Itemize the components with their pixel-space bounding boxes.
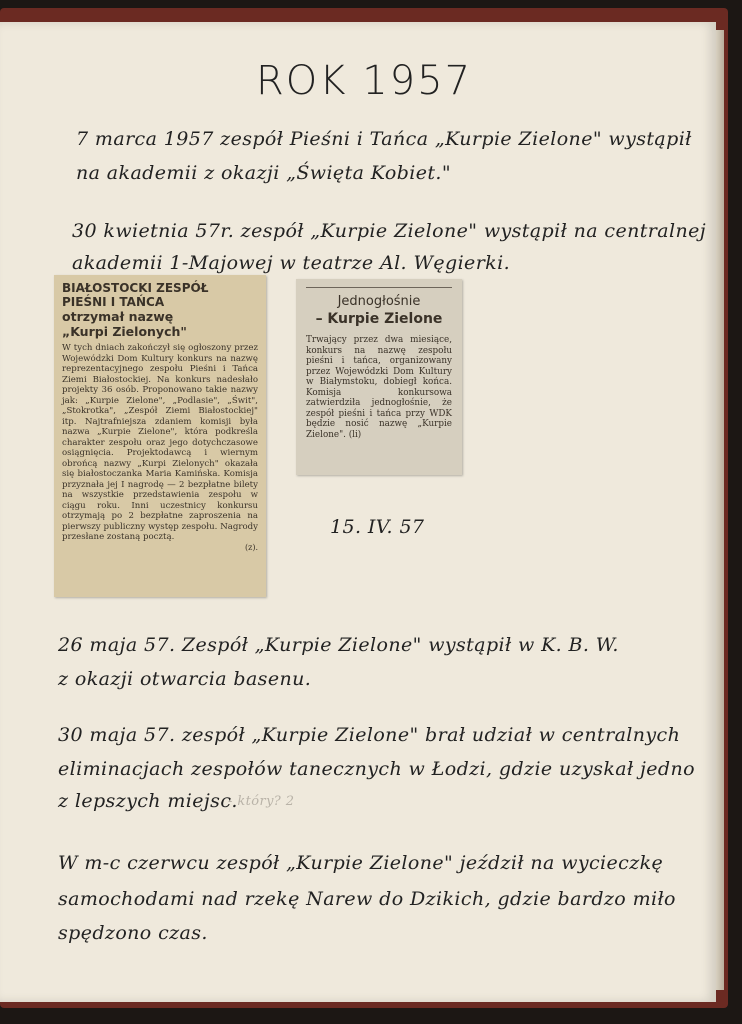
entry-4-line-1: 30 maja 57. zespół „Kurpie Zielone" brał udział w centralnych (58, 724, 681, 746)
clipping-date: 15. IV. 57 (330, 516, 425, 538)
entry-4-line-3: z lepszych miejsc. (58, 790, 238, 812)
entry-1-line-2: na akademii z okazji „Święta Kobiet." (76, 162, 452, 184)
clipping-1-signature: (z). (245, 542, 258, 552)
entry-2-line-1: 30 kwietnia 57r. zespół „Kurpie Zielone" wystąpił na centralnej (72, 220, 707, 242)
entry-1-line-1: 7 marca 1957 zespół Pieśni i Tańca „Kurpie Zielone" wystąpił (76, 128, 692, 150)
page-title: ROK 1957 (256, 58, 473, 104)
clipping-1-headline-4: „Kurpi Zielonych" (62, 324, 187, 339)
entry-5-line-2: samochodami nad rzekę Narew do Dzikich, gdzie bardzo miło (58, 888, 676, 910)
clipping-2-headline-2: – Kurpie Zielone (315, 311, 443, 327)
entry-5-line-1: W m-c czerwcu zespół „Kurpie Zielone" jeździł na wycieczkę (58, 852, 664, 874)
entry-5-line-3: spędzono czas. (58, 922, 208, 944)
entry-3-line-1: 26 maja 57. Zespół „Kurpie Zielone" wystąpił w K. B. W. (58, 634, 619, 656)
clipping-1-body: W tych dniach zakończył się ogłoszony przez Wojewódzki Dom Kultury konkurs na nazwę reprezentacyjnego zespołu Pieśni i Tańca Ziemi Białostockiej. Na konkurs nadesłało projekty 36 osób. Proponowano takie nazwy jak: „Kurpie Zielone", „Podlasie", „Świt", „Stokrotka", „Zespół Ziemi Białostockiej" itp. Najtrafniejsza zdaniem komisji była nazwa „Kurpie Zielone", która podkreśla charakter zespołu oraz jego dotychczasowe osiągnięcia. Projektodawcą i wiernym obrońcą nazwy „Kurpi Zielonych" okazała się białostoczanka Maria Kamińska. Komisja przyznała jej I nagrodę — 2 bezpłatne bilety na wszystkie przedstawienia zespołu w ciągu roku. Inni uczestnicy konkursu otrzymają po 2 bezpłatne zaproszenia na pierwszy publiczny występ zespołu. Nagrody przesłane zostaną pocztą. (62, 343, 258, 542)
clipping-2-body: Trwający przez dwa miesiące, konkurs na nazwę zespołu pieśni i tańca, organizowany przez Wojewódzki Dom Kultury w Białymstoku, dobiegł końca. Komisja konkursowa zatwierdziła jednogłośnie, że zespół pieśni i tańca przy WDK będzie nosić nazwę „Kurpie Zielone". (li) (306, 335, 452, 440)
faint-pencil-note: - który? 2 (228, 794, 295, 809)
clipping-1-headline-1: BIAŁOSTOCKI ZESPÓŁ (62, 281, 209, 295)
page-stack-edge (716, 30, 724, 990)
newspaper-clipping-1 (54, 275, 266, 597)
newspaper-clipping-2 (296, 279, 462, 475)
clipping-2-headline-1: Jednogłośnie (337, 294, 421, 309)
entry-2-line-2: akademii 1-Majowej w teatrze Al. Węgierki. (72, 252, 511, 274)
clipping-1-headline-3: otrzymał nazwę (62, 309, 174, 324)
clipping-1-headline-2: PIEŚNI I TAŃCA (62, 295, 165, 309)
clipping-2-rule (306, 287, 452, 288)
entry-4-line-2: eliminacjach zespołów tanecznych w Łodzi, gdzie uzyskał jedno (58, 758, 695, 780)
entry-3-line-2: z okazji otwarcia basenu. (58, 668, 312, 690)
